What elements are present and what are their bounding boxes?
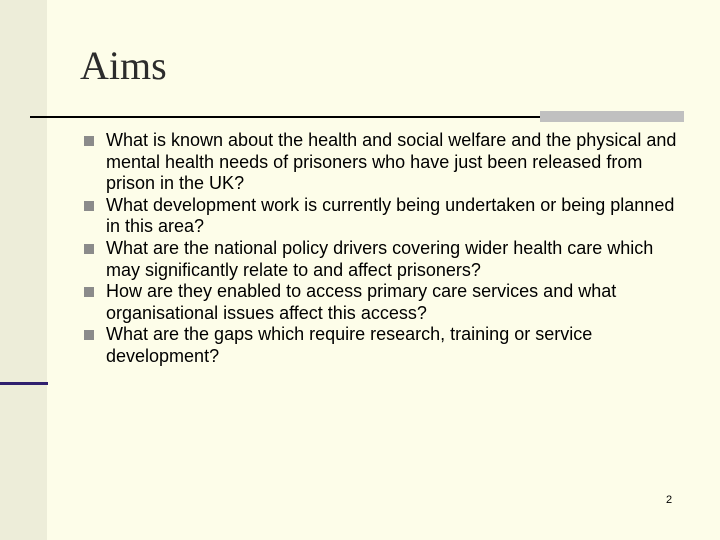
title-divider [30,116,540,118]
bullet-text: What development work is currently being undertaken or being planned in this area? [106,194,675,237]
bullet-item [84,324,684,367]
bullet-list [84,130,684,368]
bullet-item [84,130,684,195]
square-bullet-icon [84,330,94,340]
slide-title: Aims [80,43,167,88]
left-decorative-band [0,0,47,540]
bullet-text: What is known about the health and social welfare and the physical and mental health needs of prisoners who have just been released from prison in the UK? [106,130,677,194]
square-bullet-icon [84,201,94,211]
bullet-item [84,195,684,238]
bullet-text: What are the gaps which require research, training or service development? [106,324,593,366]
title-divider-accent [540,111,684,122]
square-bullet-icon [84,244,94,254]
square-bullet-icon [84,287,94,297]
bullet-text: How are they enabled to access primary care services and what organisational issues affect this access? [106,281,617,323]
left-accent-line [0,382,48,385]
bullet-item [84,281,684,324]
bullet-item [84,238,684,281]
bullet-text: What are the national policy drivers covering wider health care which may significantly relate to and affect prisoners? [106,237,654,280]
page-number: 2 [666,494,673,506]
square-bullet-icon [84,136,94,146]
